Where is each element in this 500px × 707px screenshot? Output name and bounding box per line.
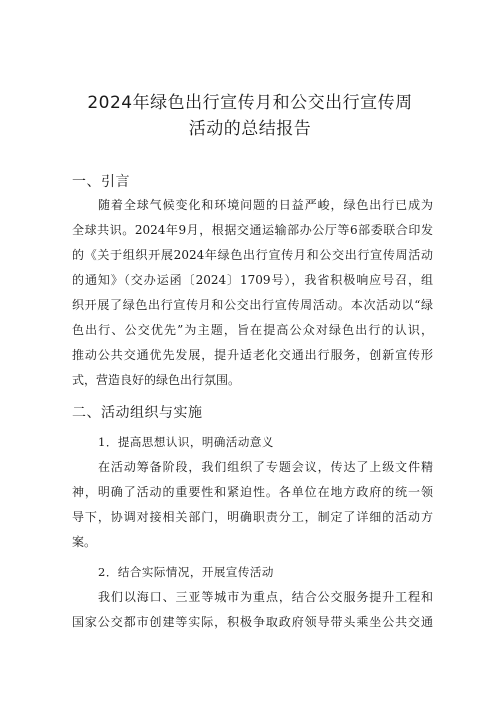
paragraph-line: 的通知》（交办运函〔2024〕1709号），我省积极响应号召，组	[72, 273, 433, 287]
paragraph-line: 全球共识。2024年9月，根据交通运输部办公厅等6部委联合印发	[72, 223, 433, 237]
paragraph-line: 神，明确了活动的重要性和紧迫性。各单位在地方政府的统一领	[72, 485, 433, 499]
paragraph-line: 的《关于组织开展2024年绿色出行宣传月和公交出行宣传周活动	[72, 248, 433, 262]
document-title	[40, 90, 460, 142]
paragraph-line: 案。	[72, 535, 97, 549]
section-heading-organization: 二、活动组织与实施	[72, 405, 203, 421]
paragraph-line: 织开展了绿色出行宣传月和公交出行宣传周活动。本次活动以“绿	[72, 298, 433, 312]
paragraph-line: 推动公共交通优先发展，提升适老化交通出行服务，创新宣传形	[72, 348, 433, 362]
subsection-heading-2: 2．结合实际情况，开展宣传活动	[98, 565, 274, 579]
paragraph-line: 式，营造良好的绿色出行氛围。	[72, 373, 241, 387]
subsection-1-paragraph	[72, 455, 433, 555]
title-line-1: 2024年绿色出行宣传月和公交出行宣传周	[87, 93, 413, 113]
paragraph-line: 在活动筹备阶段，我们组织了专题会议，传达了上级文件精	[98, 460, 433, 474]
paragraph-line: 我们以海口、三亚等城市为重点，结合公交服务提升工程和	[98, 590, 433, 604]
title-line-2: 活动的总结报告	[188, 119, 312, 139]
introduction-paragraph	[72, 193, 433, 393]
paragraph-line: 色出行、公交优先”为主题，旨在提高公众对绿色出行的认识，	[72, 323, 433, 337]
paragraph-line: 导下，协调对接相关部门，明确职责分工，制定了详细的活动方	[72, 510, 433, 524]
subsection-heading-1: 1．提高思想认识，明确活动意义	[98, 435, 274, 449]
paragraph-line: 国家公交都市创建等实际，积极争取政府领导带头乘坐公共交通	[72, 615, 433, 629]
section-heading-introduction: 一、引言	[72, 174, 130, 190]
subsection-2-paragraph	[72, 585, 433, 635]
paragraph-line: 随着全球气候变化和环境问题的日益严峻，绿色出行已成为	[98, 198, 433, 212]
